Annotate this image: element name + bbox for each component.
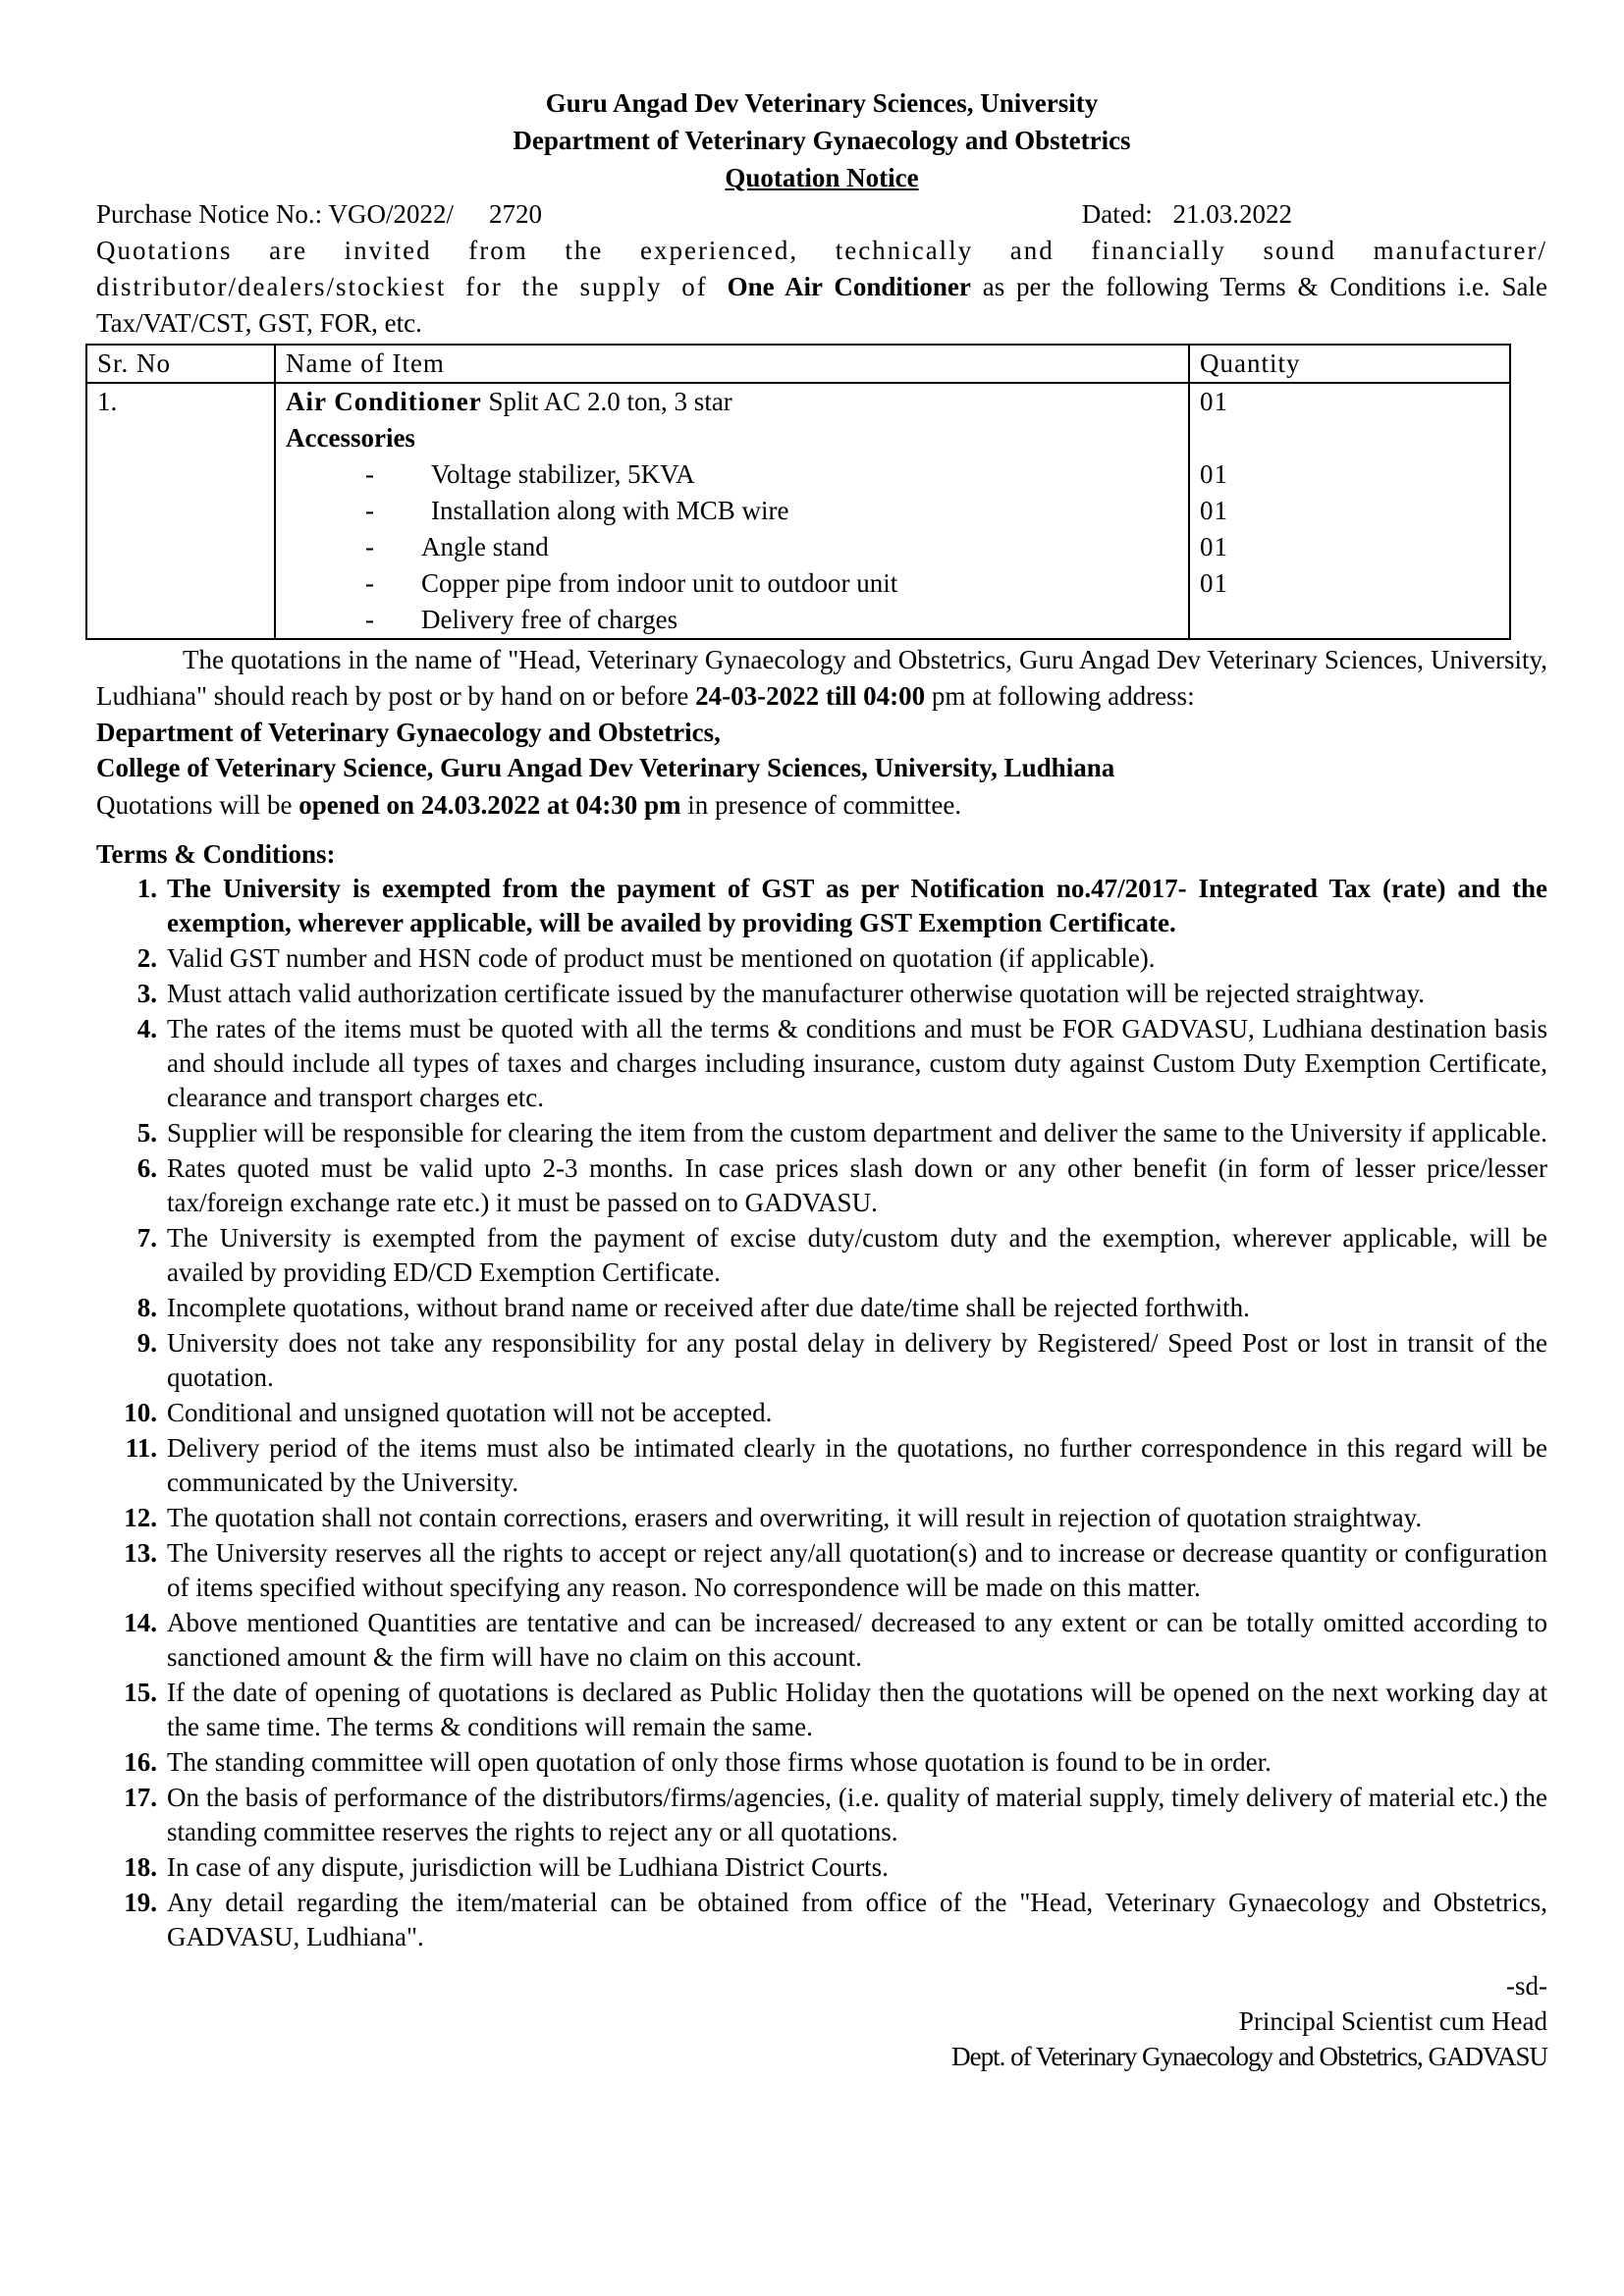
notice-title: Quotation Notice xyxy=(725,163,919,192)
term-item xyxy=(96,1886,1547,1954)
term-text: Incomplete quotations, without brand name or received after due date/time shall be rejected forthwith. xyxy=(167,1293,1250,1322)
term-item xyxy=(96,1012,1547,1115)
submission-text-2: pm at following address: xyxy=(925,681,1195,711)
accessory-item xyxy=(286,493,1178,529)
term-item xyxy=(96,1781,1547,1849)
term-number: 14. xyxy=(124,1608,157,1637)
term-number: 5. xyxy=(136,1118,157,1148)
dash-bullet: - xyxy=(365,532,374,561)
term-item xyxy=(96,1850,1547,1885)
term-number: 10. xyxy=(124,1398,157,1427)
qty-spacer xyxy=(1200,420,1499,456)
accessory-name: Copper pipe from indoor unit to outdoor unit xyxy=(421,568,898,598)
header-sr-no: Sr. No xyxy=(86,345,275,383)
qty-main: 01 xyxy=(1200,387,1228,416)
accessory-item xyxy=(286,529,1178,565)
department-name: Department of Veterinary Gynaecology and Obstetrics xyxy=(513,126,1131,155)
term-item xyxy=(96,1501,1547,1535)
term-number: 3. xyxy=(136,979,157,1008)
dash-bullet: - xyxy=(365,459,374,489)
opening-line xyxy=(96,785,1547,825)
term-number: 12. xyxy=(124,1503,157,1532)
opening-text-1: Quotations will be xyxy=(96,790,299,820)
accessory-item xyxy=(286,565,1178,602)
term-number: 8. xyxy=(136,1293,157,1322)
purchase-notice-number: 2720 xyxy=(488,199,542,229)
dated-label: Dated: xyxy=(1081,199,1153,229)
accessory-name: Delivery free of charges xyxy=(421,605,678,634)
term-text: Delivery period of the items must also be intimated clearly in the quotations, no further correspondence in this regard will be communicated by the University. xyxy=(167,1433,1547,1497)
term-number: 15. xyxy=(124,1678,157,1707)
qty-accessory: 01 xyxy=(1200,532,1228,561)
cell-sr-no: 1. xyxy=(86,383,275,639)
cell-item xyxy=(275,383,1189,639)
term-item xyxy=(96,1326,1547,1395)
item-name: Air Conditioner xyxy=(286,387,482,416)
dated-value: 21.03.2022 xyxy=(1172,199,1292,229)
university-name: Guru Angad Dev Veterinary Sciences, University xyxy=(545,88,1099,118)
intro-bold-item: One Air Conditioner xyxy=(727,272,971,301)
opening-datetime: opened on 24.03.2022 at 04:30 pm xyxy=(298,790,681,820)
dated-field xyxy=(1082,196,1292,233)
term-item xyxy=(96,1745,1547,1780)
submission-text-1: The quotations in the name of "Head, Veterinary Gynaecology and Obstetrics, Guru Angad Dev Veterinary Sciences, University, Ludhiana" should reach by post or by hand on or before xyxy=(96,645,1547,711)
signature-department: Dept. of Veterinary Gynaecology and Obstetrics, GADVASU xyxy=(951,2042,1547,2071)
dash-bullet: - xyxy=(365,605,374,634)
accessories-label: Accessories xyxy=(286,423,415,453)
intro-paragraph xyxy=(96,233,1547,342)
term-item xyxy=(96,1606,1547,1675)
qty-accessory: 01 xyxy=(1200,459,1228,489)
item-desc: Split AC 2.0 ton, 3 star xyxy=(481,387,732,416)
submission-deadline: 24-03-2022 till 04:00 xyxy=(695,681,926,711)
term-text: University does not take any responsibility for any postal delay in delivery by Registered/ Speed Post or lost in transit of the quotation. xyxy=(167,1328,1547,1392)
term-item xyxy=(96,1151,1547,1220)
quotation-notice-page xyxy=(96,84,1547,2074)
cell-quantity xyxy=(1189,383,1510,639)
items-table xyxy=(85,344,1511,640)
signature-block xyxy=(96,1968,1547,2074)
dash-bullet: - xyxy=(365,568,374,598)
term-item xyxy=(96,977,1547,1011)
qty-accessory: 01 xyxy=(1200,496,1228,525)
item-main-line xyxy=(286,384,1178,420)
table-row xyxy=(86,383,1510,639)
term-number: 13. xyxy=(124,1538,157,1568)
header-name-of-item: Name of Item xyxy=(275,345,1189,383)
term-item xyxy=(96,1396,1547,1430)
term-text: Rates quoted must be valid upto 2-3 months. In case prices slash down or any other benefit (in form of lesser price/lesser tax/foreign exchange rate etc.) it must be passed on to GADVASU. xyxy=(167,1153,1547,1217)
term-text: Supplier will be responsible for clearing the item from the custom department and deliver the same to the University if applicable. xyxy=(167,1118,1547,1148)
intro-text-2: as per the following Terms & Conditions i.e. Sale Tax/VAT/CST, GST, FOR, etc. xyxy=(96,272,1548,338)
opening-text-2: in presence of committee. xyxy=(680,790,962,820)
term-number: 7. xyxy=(136,1223,157,1253)
term-number: 18. xyxy=(124,1852,157,1882)
term-number: 2. xyxy=(136,943,157,973)
term-item xyxy=(96,1536,1547,1605)
term-number: 17. xyxy=(124,1783,157,1812)
term-item xyxy=(96,1676,1547,1744)
term-text: If the date of opening of quotations is declared as Public Holiday then the quotations will be opened on the next working day at the same time. The terms & conditions will remain the same. xyxy=(167,1678,1547,1741)
term-number: 11. xyxy=(125,1433,157,1463)
term-text: Conditional and unsigned quotation will not be accepted. xyxy=(167,1398,773,1427)
term-item xyxy=(96,1116,1547,1150)
submission-paragraph xyxy=(96,642,1547,715)
accessory-name: Angle stand xyxy=(421,532,549,561)
term-text: The University reserves all the rights to accept or reject any/all quotation(s) and to increase or decrease quantity or configuration of items specified without specifying any reason. No correspondence will be made on this matter. xyxy=(167,1538,1547,1602)
term-text: Above mentioned Quantities are tentative and can be increased/ decreased to any extent or can be totally omitted according to sanctioned amount & the firm will have no claim on this account. xyxy=(167,1608,1547,1672)
signature-sd: -sd- xyxy=(1506,1971,1547,2001)
term-number: 4. xyxy=(136,1014,157,1043)
term-item xyxy=(96,1431,1547,1500)
purchase-notice-row xyxy=(96,196,1547,233)
term-number: 1. xyxy=(136,874,157,903)
purchase-notice-label: Purchase Notice No.: VGO/2022/ xyxy=(96,199,454,229)
accessory-name: Voltage stabilizer, 5KVA xyxy=(431,459,695,489)
address-line-1: Department of Veterinary Gynaecology and Obstetrics, xyxy=(96,718,721,747)
term-item xyxy=(96,1291,1547,1325)
signature-designation: Principal Scientist cum Head xyxy=(1238,2006,1547,2036)
header-quantity: Quantity xyxy=(1189,345,1510,383)
term-number: 6. xyxy=(136,1153,157,1183)
term-item xyxy=(96,1221,1547,1290)
term-number: 19. xyxy=(124,1888,157,1917)
term-text: Must attach valid authorization certificate issued by the manufacturer otherwise quotation will be rejected straightway. xyxy=(167,979,1426,1008)
accessory-item xyxy=(286,456,1178,493)
table-header-row xyxy=(86,345,1510,383)
term-item xyxy=(96,941,1547,976)
term-text: On the basis of performance of the distributors/firms/agencies, (i.e. quality of material supply, timely delivery of material etc.) the standing committee reserves the rights to reject any or all quotations. xyxy=(167,1783,1547,1846)
accessory-name: Installation along with MCB wire xyxy=(431,496,789,525)
accessory-item xyxy=(286,602,1178,638)
term-text: The University is exempted from the payment of excise duty/custom duty and the exemption, wherever applicable, will be availed by providing ED/CD Exemption Certificate. xyxy=(167,1223,1547,1287)
term-text: The rates of the items must be quoted with all the terms & conditions and must be FOR GADVASU, Ludhiana destination basis and should include all types of taxes and charges including insurance, custom duty against Custom Duty Exemption Certificate, clearance and transport charges etc. xyxy=(167,1014,1547,1112)
address-line-2: College of Veterinary Science, Guru Angad Dev Veterinary Sciences, University, Ludhiana xyxy=(96,753,1115,782)
term-text: Valid GST number and HSN code of product must be mentioned on quotation (if applicable). xyxy=(167,943,1156,973)
term-number: 9. xyxy=(136,1328,157,1358)
term-number: 16. xyxy=(124,1747,157,1777)
term-text: The University is exempted from the payment of GST as per Notification no.47/2017- Integrated Tax (rate) and the exemption, wherever applicable, will be availed by providing GST Exemption Certificate. xyxy=(167,874,1547,937)
terms-heading: Terms & Conditions: xyxy=(96,839,336,869)
notice-title-wrap xyxy=(96,159,1547,196)
intro-text-1: Quotations are invited from the experienced, technically and financially sound manufacturer/ distributor/dealers/stockiest for the supply of xyxy=(96,236,1547,301)
term-text: In case of any dispute, jurisdiction will be Ludhiana District Courts. xyxy=(167,1852,889,1882)
term-item xyxy=(96,872,1547,940)
term-text: The standing committee will open quotation of only those firms whose quotation is found to be in order. xyxy=(167,1747,1272,1777)
term-text: Any detail regarding the item/material can be obtained from office of the "Head, Veterinary Gynaecology and Obstetrics, GADVASU, Ludhiana". xyxy=(167,1888,1547,1951)
dash-bullet: - xyxy=(365,496,374,525)
terms-list xyxy=(96,872,1547,1954)
term-text: The quotation shall not contain corrections, erasers and overwriting, it will result in rejection of quotation straightway. xyxy=(167,1503,1423,1532)
qty-accessory: 01 xyxy=(1200,568,1228,598)
